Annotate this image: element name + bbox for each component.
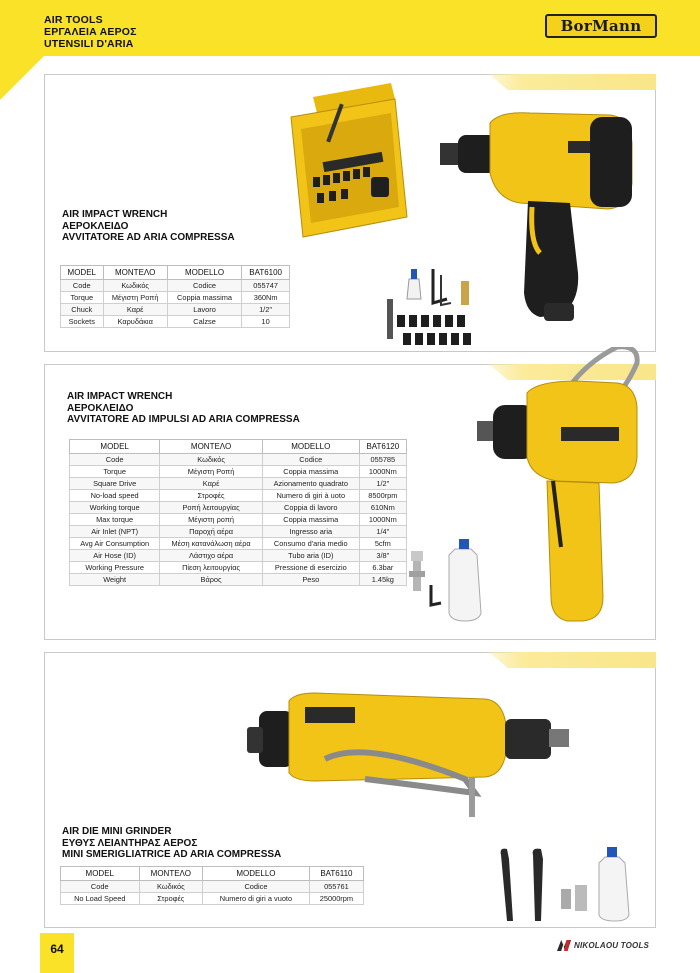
table-row bbox=[70, 574, 407, 586]
cell: Στροφές bbox=[160, 490, 263, 502]
spec-table-header bbox=[70, 440, 407, 454]
cell: Codice bbox=[167, 280, 241, 292]
accessories-illustration bbox=[407, 535, 497, 625]
cell: Torque bbox=[61, 292, 104, 304]
cell: 1.45kg bbox=[359, 574, 406, 586]
cell: Παροχή αέρα bbox=[160, 526, 263, 538]
product-title-gr: ΑΕΡΟΚΛΕΙΔΟ bbox=[67, 402, 134, 414]
product-title bbox=[67, 391, 300, 426]
impact-wrench-illustration bbox=[477, 347, 647, 637]
table-row bbox=[61, 316, 290, 328]
spec-table bbox=[60, 265, 290, 328]
cell: Κωδικός bbox=[139, 881, 203, 893]
cell: 055747 bbox=[242, 280, 290, 292]
cell: Tubo aria (ID) bbox=[262, 550, 359, 562]
product-title-it: AVVITATORE AD IMPULSI AD ARIA COMPRESSA bbox=[67, 414, 300, 425]
table-row bbox=[61, 893, 364, 905]
table-row bbox=[61, 280, 290, 292]
header-model-code: BAT6110 bbox=[309, 867, 363, 881]
table-row bbox=[61, 292, 290, 304]
cell: 25000rpm bbox=[309, 893, 363, 905]
product-title-en: AIR DIE MINI GRINDER bbox=[62, 826, 172, 837]
cell: Στροφές bbox=[139, 893, 203, 905]
product-title-en: AIR IMPACT WRENCH bbox=[62, 209, 168, 220]
header-montelo: ΜΟΝΤΕΛΟ bbox=[103, 266, 167, 280]
header-corner-accent bbox=[0, 56, 44, 100]
logo-flag-stripe bbox=[610, 9, 654, 13]
header-model-code: BAT6100 bbox=[242, 266, 290, 280]
cell: No-load speed bbox=[70, 490, 160, 502]
header-model: MODEL bbox=[61, 266, 104, 280]
cell: Coppia massima bbox=[262, 466, 359, 478]
cell: Κωδικός bbox=[160, 454, 263, 466]
cell: 1000Nm bbox=[359, 466, 406, 478]
cell: Κωδικός bbox=[103, 280, 167, 292]
cell: 10 bbox=[242, 316, 290, 328]
table-row bbox=[70, 454, 407, 466]
table-row bbox=[70, 502, 407, 514]
die-grinder-illustration bbox=[245, 689, 575, 839]
cell: Working torque bbox=[70, 502, 160, 514]
cell: No Load Speed bbox=[61, 893, 140, 905]
accessories-illustration bbox=[385, 265, 477, 349]
product-panel-bat6100 bbox=[44, 74, 656, 352]
panel-accent bbox=[466, 74, 656, 90]
table-row bbox=[61, 304, 290, 316]
cell: Square Drive bbox=[70, 478, 160, 490]
product-title bbox=[62, 209, 235, 244]
cell: Sockets bbox=[61, 316, 104, 328]
cell: Μέγιστη ροπή bbox=[160, 514, 263, 526]
header-model-code: BAT6120 bbox=[359, 440, 406, 454]
cell: Coppia massima bbox=[262, 514, 359, 526]
product-title-it: AVVITATORE AD ARIA COMPRESSA bbox=[62, 232, 235, 243]
cell: Ροπή λειτουργίας bbox=[160, 502, 263, 514]
section-title-it: UTENSILI D'ARIA bbox=[44, 38, 134, 50]
cell: Καρέ bbox=[103, 304, 167, 316]
header-model: MODEL bbox=[70, 440, 160, 454]
cell: Codice bbox=[203, 881, 310, 893]
tool-case-illustration bbox=[283, 77, 423, 247]
cell: Working Pressure bbox=[70, 562, 160, 574]
cell: Avg Air Consumption bbox=[70, 538, 160, 550]
header-model: MODEL bbox=[61, 867, 140, 881]
table-row bbox=[70, 538, 407, 550]
cell: Μέγιστη Ροπή bbox=[160, 466, 263, 478]
cell: Lavoro bbox=[167, 304, 241, 316]
cell: Code bbox=[70, 454, 160, 466]
cell: 1/4" bbox=[359, 526, 406, 538]
table-row bbox=[70, 490, 407, 502]
spec-table bbox=[60, 866, 364, 905]
cell: Codice bbox=[262, 454, 359, 466]
cell: Λάστιχο αέρα bbox=[160, 550, 263, 562]
cell: Peso bbox=[262, 574, 359, 586]
cell: Coppia di lavoro bbox=[262, 502, 359, 514]
cell: 6.3bar bbox=[359, 562, 406, 574]
cell: Numero di giri à uoto bbox=[262, 490, 359, 502]
section-title bbox=[44, 14, 137, 50]
header-montelo: ΜΟΝΤΕΛΟ bbox=[160, 440, 263, 454]
cell: Code bbox=[61, 280, 104, 292]
cell: Καρυδάκια bbox=[103, 316, 167, 328]
cell: Μέση κατανάλωση αέρα bbox=[160, 538, 263, 550]
cell: Air Hose (ID) bbox=[70, 550, 160, 562]
cell: Air Inlet (NPT) bbox=[70, 526, 160, 538]
cell: Coppia massima bbox=[167, 292, 241, 304]
cell: 360Nm bbox=[242, 292, 290, 304]
table-row bbox=[70, 478, 407, 490]
distributor-logo bbox=[557, 940, 655, 954]
table-row bbox=[61, 881, 364, 893]
table-row bbox=[70, 514, 407, 526]
cell: Ingresso aria bbox=[262, 526, 359, 538]
section-title-en: AIR TOOLS bbox=[44, 14, 103, 26]
cell: Calzse bbox=[167, 316, 241, 328]
cell: Consumo d'aria medio bbox=[262, 538, 359, 550]
cell: Πίεση λειτουργίας bbox=[160, 562, 263, 574]
product-title-gr: ΕΥΘΥΣ ΛΕΙΑΝΤΗΡΑΣ ΑΕΡΟΣ bbox=[62, 837, 198, 849]
accessories-illustration bbox=[495, 845, 645, 925]
panel-accent bbox=[466, 652, 656, 668]
table-row bbox=[70, 562, 407, 574]
cell: 3/8" bbox=[359, 550, 406, 562]
cell: Chuck bbox=[61, 304, 104, 316]
spec-table-header bbox=[61, 867, 364, 881]
cell: 610Nm bbox=[359, 502, 406, 514]
table-row bbox=[70, 466, 407, 478]
cell: Azionamento quadrato bbox=[262, 478, 359, 490]
cell: Code bbox=[61, 881, 140, 893]
product-title-gr: ΑΕΡΟΚΛΕΙΔΟ bbox=[62, 220, 129, 232]
header-modello: MODELLO bbox=[262, 440, 359, 454]
spec-table-header bbox=[61, 266, 290, 280]
header-montelo: ΜΟΝΤΕΛΟ bbox=[139, 867, 203, 881]
cell: 055785 bbox=[359, 454, 406, 466]
cell: 055761 bbox=[309, 881, 363, 893]
cell: Pressione di esercizio bbox=[262, 562, 359, 574]
header-modello: MODELLO bbox=[167, 266, 241, 280]
distributor-name: NIKOLAOU TOOLS bbox=[574, 941, 650, 950]
cell: 1/2'' bbox=[242, 304, 290, 316]
table-row bbox=[70, 526, 407, 538]
cell: Weight bbox=[70, 574, 160, 586]
cell: Numero di giri a vuoto bbox=[203, 893, 310, 905]
section-title-gr: ΕΡΓΑΛΕΙΑ ΑΕΡΟΣ bbox=[44, 26, 137, 38]
cell: Max torque bbox=[70, 514, 160, 526]
cell: Μέγιστη Ροπή bbox=[103, 292, 167, 304]
product-title-it: MINI SMERIGLIATRICE AD ARIA COMPRESSA bbox=[62, 849, 282, 860]
product-panel-bat6110 bbox=[44, 652, 656, 928]
cell: 5cfm bbox=[359, 538, 406, 550]
page-number: 64 bbox=[40, 933, 74, 973]
product-panel-bat6120 bbox=[44, 364, 656, 640]
spec-table bbox=[69, 439, 407, 586]
product-title-en: AIR IMPACT WRENCH bbox=[67, 391, 173, 402]
cell: 8500rpm bbox=[359, 490, 406, 502]
header-modello: MODELLO bbox=[203, 867, 310, 881]
cell: Καρέ bbox=[160, 478, 263, 490]
cell: 1000Nm bbox=[359, 514, 406, 526]
table-row bbox=[70, 550, 407, 562]
cell: 1/2" bbox=[359, 478, 406, 490]
cell: Βάρος bbox=[160, 574, 263, 586]
brand-logo: BorMann bbox=[545, 14, 657, 38]
product-title bbox=[62, 826, 281, 861]
cell: Torque bbox=[70, 466, 160, 478]
